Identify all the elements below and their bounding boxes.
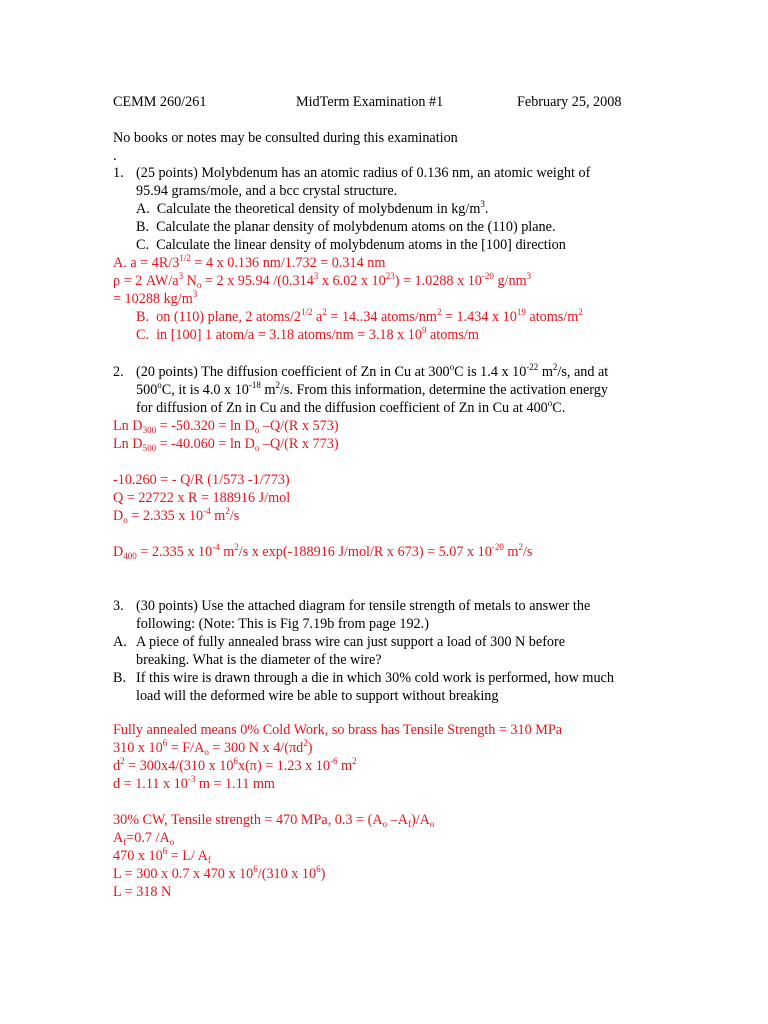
q2-line-2: 500$^o$C, it is 4.0 x $10^{-18}$ $m^2/s$. From this information, determine the activation energy — [136, 380, 608, 398]
q1-part-c: C. Calculate the linear density of molybdenum atoms in the [100] direction — [136, 237, 566, 253]
q3-part-a-2: breaking. What is the diameter of the wire? — [136, 652, 382, 668]
q2-answer-do: $D_o = 2.335$ x $10^{-4}$ $m^2/s$ — [113, 506, 240, 525]
course-code: CEMM 260/261 — [113, 94, 207, 110]
q2-line-1: 2. (20 points) The diffusion coefficient of Zn in Cu at 300$^o$C is 1.4 x $10^{-22}$ $m^2/s$, and at — [113, 362, 609, 380]
q1-line-1: 1. (25 points) Molybdenum has an atomic radius of 0.136 nm, an atomic weight of — [113, 165, 591, 181]
stray-dot: . — [113, 148, 117, 164]
q3-answer-cw: 30% CW, Tensile strength = 470 MPa, $0.3 = (A_o$ $-A_f)/A_o$ — [113, 812, 435, 829]
q1-answer-density-kg: = 10288 $kg/m^3$ — [113, 289, 198, 307]
q3-part-a-1: A. A piece of fully annealed brass wire can just support a load of 300 N before — [113, 634, 566, 650]
q2-answer-ln-300: Ln $D_{300} = -50.320 = \ln D_o$ –Q/(R x 573) — [113, 418, 339, 435]
q1-line-2: 95.94 grams/mole, and a bcc crystal structure. — [136, 183, 398, 199]
q3-part-b-1: B. If this wire is drawn through a die in which 30% cold work is performed, how much — [113, 670, 614, 686]
q1-answer-a: A. $a = 4R/3^{1/2} = 4$ x 0.136 nm/1.732 = 0.314 nm — [113, 253, 386, 271]
q2-answer-ln-500: Ln $D_{500} = -40.060 = \ln D_o$ –Q/(R x 773) — [113, 436, 339, 453]
q2-line-3: for diffusion of Zn in Cu and the diffusion coefficient of Zn in Cu at 400$^o$C. — [136, 398, 566, 416]
q3-line-2: following: (Note: This is Fig 7.19b from page 192.) — [136, 616, 429, 632]
q1-answer-density: ρ = 2 $AW/a^3$ $N_o = 2$ x 95.94 /(0.314$^3$ x 6.02 x $10^{23}) = 1.0288$ x $10^{-20}$ $g/nm^3$ — [113, 271, 532, 290]
instructions: No books or notes may be consulted during this examination — [113, 130, 458, 146]
q3-answer-load-calc: L = 300 x 0.7 x 470 x $10^6/(310$ x $10^6$) — [113, 864, 326, 882]
q3-answer-eq3: 470 x $10^6 = L/$ $A_f$ — [113, 846, 211, 865]
q1-answer-b: B. on (110) plane, 2 atoms/$2^{1/2}$ $a^2 = 14..34$ atoms/$nm^2 = 1.434$ x $10^{19}$ atoms/$m^2$ — [136, 307, 583, 325]
exam-title: MidTerm Examination #1 — [296, 94, 444, 110]
exam-date: February 25, 2008 — [517, 94, 622, 110]
q3-answer-load: L = 318 N — [113, 884, 172, 900]
q2-answer-q: Q = 22722 x R = 188916 J/mol — [113, 490, 291, 506]
q3-answer-eq1: 310 x $10^6 = F/A_o = 300$ N x $4/(\pi d^2)$ — [113, 738, 313, 757]
q2-answer-d400: $D_{400} = 2.335$ x $10^{-4}$ $m^2/s$ x exp(-188916 J/mol/R x 673) = 5.07 x $10^{-20}$ $m^2/s$ — [113, 542, 533, 561]
q3-answer-annealed: Fully annealed means 0% Cold Work, so brass has Tensile Strength = 310 MPa — [113, 722, 563, 738]
q3-line-1: 3. (30 points) Use the attached diagram for tensile strength of metals to answer the — [113, 598, 591, 614]
q3-answer-af: $A_f=0.7$ $/A_o$ — [113, 830, 175, 847]
q3-answer-diameter: d = 1.11 x $10^{-3}$ m = 1.11 mm — [113, 774, 275, 792]
q3-part-b-2: load will the deformed wire be able to support without breaking — [136, 688, 499, 704]
q2-answer-diff: -10.260 = - Q/R (1/573 -1/773) — [113, 472, 290, 488]
q1-part-b: B. Calculate the planar density of molybdenum atoms on the (110) plane. — [136, 219, 556, 235]
q1-part-a: A. Calculate the theoretical density of molybdenum in $kg/m^3$. — [136, 199, 489, 217]
q3-answer-eq2: $d^2 = 300x4/(310$ x $10^6x(\pi) = 1.23$ x $10^{-6}$ $m^2$ — [113, 756, 357, 774]
q1-answer-c: C. in [100] 1 atom/a = 3.18 atoms/nm = 3.18 x $10^9$ atoms/m — [136, 325, 479, 343]
